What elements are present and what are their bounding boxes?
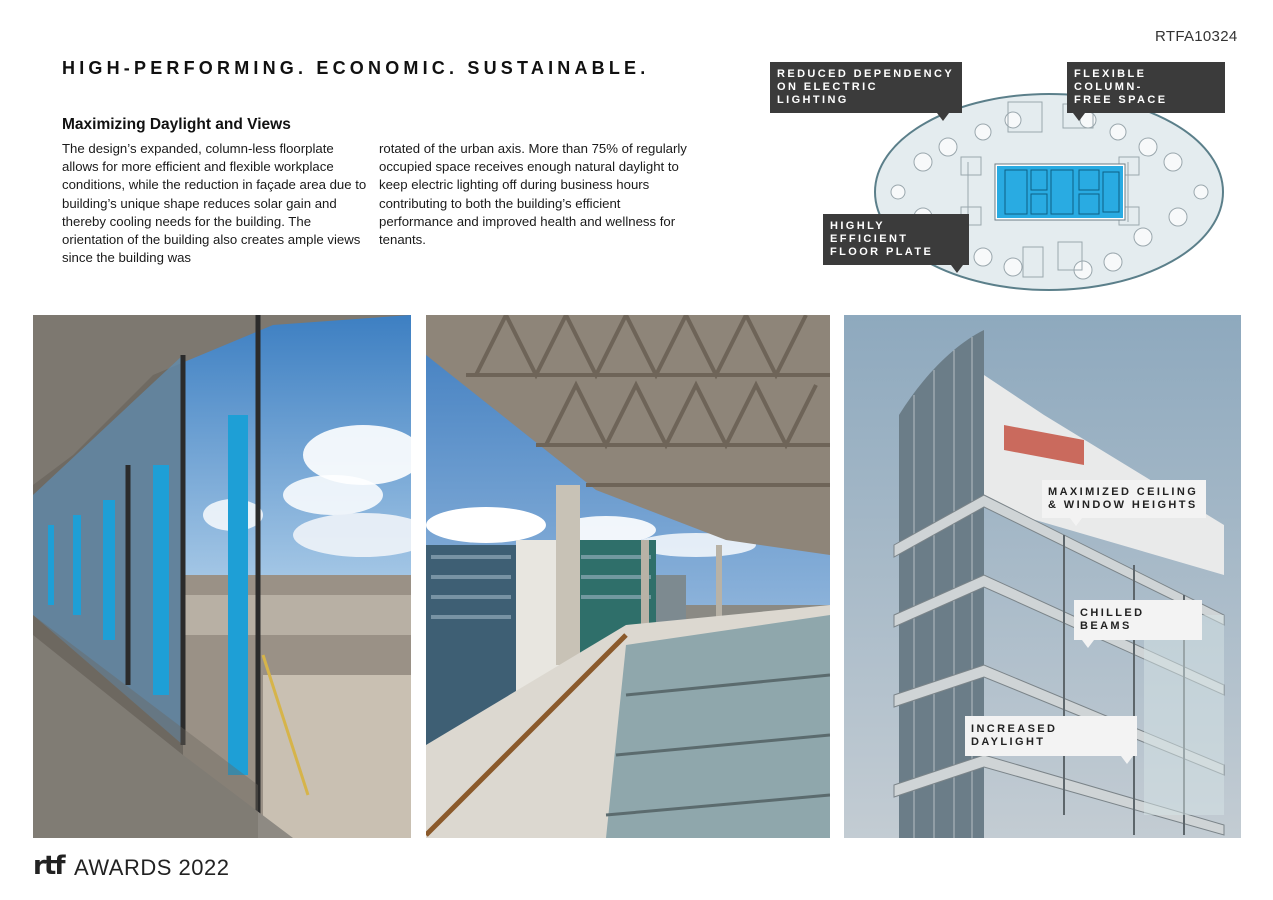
label-flexible-space (1067, 62, 1225, 113)
label-ceiling-heights (1042, 480, 1206, 518)
body-text-column-2: rotated of the urban axis. More than 75% of regularly occupied space receives enough natural daylight to keep electric lighting off during business hours contributing to both the building’s efficient performance and improved health and wellness for tenants. (379, 141, 687, 248)
label-line: FLOOR PLATE (830, 246, 934, 258)
label-line: INCREASED DAYLIGHT (971, 723, 1058, 748)
label-line: FLEXIBLE COLUMN- (1074, 68, 1147, 93)
label-line: REDUCED DEPENDENCY (777, 68, 955, 80)
label-efficient-plate (823, 214, 969, 265)
section-title: Maximizing Daylight and Views (62, 116, 291, 133)
body-text-column-1: The design’s expanded, column-less floorplate allows for more efficient and flexible workplace conditions, while the reduction in façade area due to building’s unique shape reduces solar gain and thereby cooling needs for the building. The orientation of the building also creates ample views since the building was (62, 141, 367, 266)
awards-label: AWARDS 2022 (74, 855, 230, 880)
label-line: CHILLED BEAMS (1080, 607, 1145, 632)
label-line: & WINDOW HEIGHTS (1048, 499, 1198, 511)
rtf-logo (33, 848, 69, 885)
label-chilled-beams (1074, 600, 1202, 640)
page-headline: HIGH-PERFORMING. ECONOMIC. SUSTAINABLE. (62, 58, 650, 78)
balcony-photo (426, 315, 830, 838)
window-photo (33, 315, 411, 838)
document-code: RTFA10324 (1155, 28, 1238, 45)
section-rendering (844, 315, 1241, 838)
svg-text:rtf: rtf (33, 851, 64, 880)
label-line: FREE SPACE (1074, 94, 1168, 106)
label-line: ON ELECTRIC LIGHTING (777, 81, 878, 106)
label-line: HIGHLY EFFICIENT (830, 220, 909, 245)
label-increased-daylight (965, 716, 1137, 756)
label-line: MAXIMIZED CEILING (1048, 486, 1199, 498)
label-reduced-dependency (770, 62, 962, 113)
